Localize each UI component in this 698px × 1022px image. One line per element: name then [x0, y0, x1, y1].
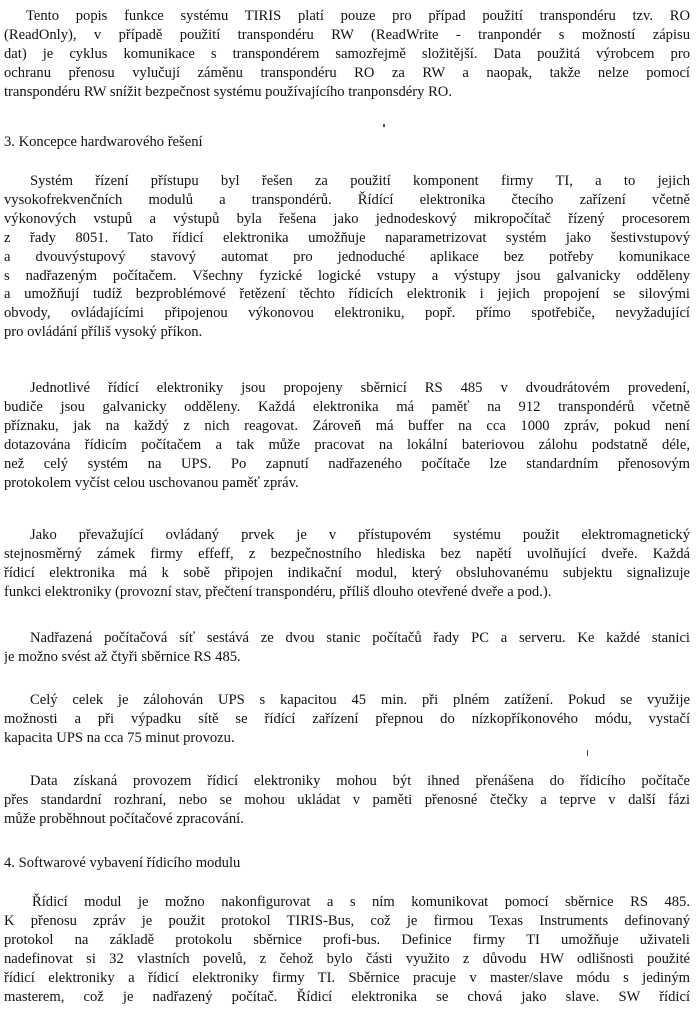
text-line: pro ovládání příliš vysoký příkon. — [4, 324, 203, 341]
text-line: budiče jsou galvanicky odděleny. Každá elektronika má paměť na 912 transpondérů včetně — [4, 398, 690, 415]
paragraph-sw-1 — [4, 893, 690, 1006]
section-heading-software: 4. Softwarové vybavení řídicího modulu — [4, 855, 241, 871]
text-line: protokolem vyčíst celou uschovanou paměť zpráv. — [4, 474, 299, 491]
paragraph-hw-3 — [4, 526, 690, 602]
paragraph-hw-4 — [4, 629, 690, 667]
text-line: kapacita UPS na cca 75 minut provozu. — [4, 729, 235, 746]
text-line: Jednotlivé řídící elektroniky jsou propojeny sběrnicí RS 485 v dvoudrátovém provedení, — [30, 380, 690, 396]
text-line: Jako převažující ovládaný prvek je v přístupovém systému použit elektromagnetický — [30, 527, 690, 543]
text-line: Data získaná provozem řídicí elektroniky mohou být ihned přenášena do řídicího počítače — [30, 773, 690, 789]
paragraph-hw-2 — [4, 379, 690, 492]
text-line: příznaku, jak na každý z nich reagovat. Zároveň má buffer na cca 1000 zpráv, pokud není — [4, 417, 690, 434]
text-line: Řídicí modul je možno nakonfigurovat a s ním komunikovat pomocí sběrnice RS 485. — [32, 894, 690, 910]
text-line: funkci elektroniky (provozní stav, přečtení transpondéru, příliš dlouho otevřené dveře a pod.). — [4, 583, 552, 600]
text-line: Tento popis funkce systému TIRIS platí pouze pro případ použití transpondéru tzv. RO — [26, 8, 690, 24]
text-line: protokol na základě protokolu sběrnice profi-bus. Definice firmy TI umožňuje uživateli — [4, 931, 690, 948]
text-line: obvody, ovládajícími připojenou výkonovou elektroniku, popř. přímo spotřebiče, nevyžadující — [4, 305, 690, 322]
section-heading-hardware: 3. Koncepce hardwarového řešení — [4, 134, 203, 150]
text-line: dotazována řídicím počítačem a tak může pracovat na lokální bateriovou zálohu podstatně déle, — [4, 436, 690, 453]
text-line: a dvouvýstupový stavový automat pro jednoduché aplikace bez potřeby komunikace — [4, 248, 690, 265]
text-line: ochranu přenosu vylučují záměnu transpondéru RO za RW a naopak, takže nelze pomocí — [4, 64, 690, 81]
text-line: Celý celek je zálohován UPS s kapacitou 45 min. při plném zatížení. Pokud se využije — [30, 692, 690, 708]
text-line: je možno svést až čtyři sběrnice RS 485. — [4, 648, 241, 665]
text-line: Systém řízení přístupu byl řešen za použití komponent firmy TI, a to jejich — [30, 173, 690, 189]
text-line: z řady 8051. Tato řídicí elektronika umožňuje naparametrizovat systém jako šestivstupový — [4, 229, 690, 246]
paragraph-hw-6 — [4, 772, 690, 829]
text-line: stejnosměrný zámek firmy effeff, z bezpečnostního hlediska bez napětí uvolňující dveře. Každá — [4, 545, 690, 562]
text-line: řídicí elektronika má k sobě připojen indikační modul, který obsluhovanému subjektu signalizuje — [4, 564, 690, 581]
text-line: může proběhnout počítačové zpracování. — [4, 810, 244, 827]
text-line: vysokofrekvenčních modulů a transpondérů. Řídící elektronika čtecího zařízení včetně — [4, 191, 690, 208]
text-line: než celý systém na UPS. Po zapnutí nadřazeného počítače lze standardním přenosovým — [4, 455, 690, 472]
scan-speck — [383, 124, 385, 127]
text-line: s nadřazeným počítačem. Všechny fyzické logické vstupy a výstupy jsou galvanicky odděleny — [4, 267, 690, 284]
paragraph-hw-1 — [4, 172, 690, 342]
text-line: transpondéru RW snížit bezpečnost systému používajícího tranponsdéry RO. — [4, 83, 452, 100]
paragraph-intro — [4, 7, 690, 102]
scan-speck — [587, 750, 588, 756]
text-line: a umožňují tudíž bezproblémové řetězení těchto řídicích elektronik i jejich propojení se silovými — [4, 286, 690, 303]
text-line: (ReadOnly), v případě použití transpondéru RW (ReadWrite - tranpondér s možností zápisu — [4, 26, 690, 43]
text-line: nadefinovat si 32 vlastních povelů, z čehož bylo části využito z důvodu HW odlišnosti použité — [4, 950, 690, 967]
text-line: řídicí elektroniky a řídicí elektroniky firmy TI. Sběrnice pracuje v master/slave módu s jediným — [4, 969, 690, 986]
text-line: možnosti a při výpadku sítě se řídící zařízení přepnou do nízkopříkonového módu, vystačí — [4, 710, 690, 727]
text-line: dat) je cyklus komunikace s transpondérem samozřejmě složitější. Data použitá výrobcem pro — [4, 45, 690, 62]
text-line: K přenosu zpráv je použit protokol TIRIS-Bus, což je firmou Texas Instruments definovaný — [4, 912, 690, 929]
text-line: výkonových vstupů a výstupů byla řešena jako jednodeskový mikropočítač řízený procesorem — [4, 210, 690, 227]
text-line: masterem, což je nadřazený počítač. Řídicí elektronika se chová jako slave. SW řídicí — [4, 988, 690, 1005]
text-line: přes standardní rozhraní, nebo se mohou ukládat v paměti přenosné čtečky a teprve v další fázi — [4, 791, 690, 808]
text-line: Nadřazená počítačová síť sestává ze dvou stanic počítačů řady PC a serveru. Ke každé stanici — [30, 630, 690, 646]
paragraph-hw-5 — [4, 691, 690, 748]
